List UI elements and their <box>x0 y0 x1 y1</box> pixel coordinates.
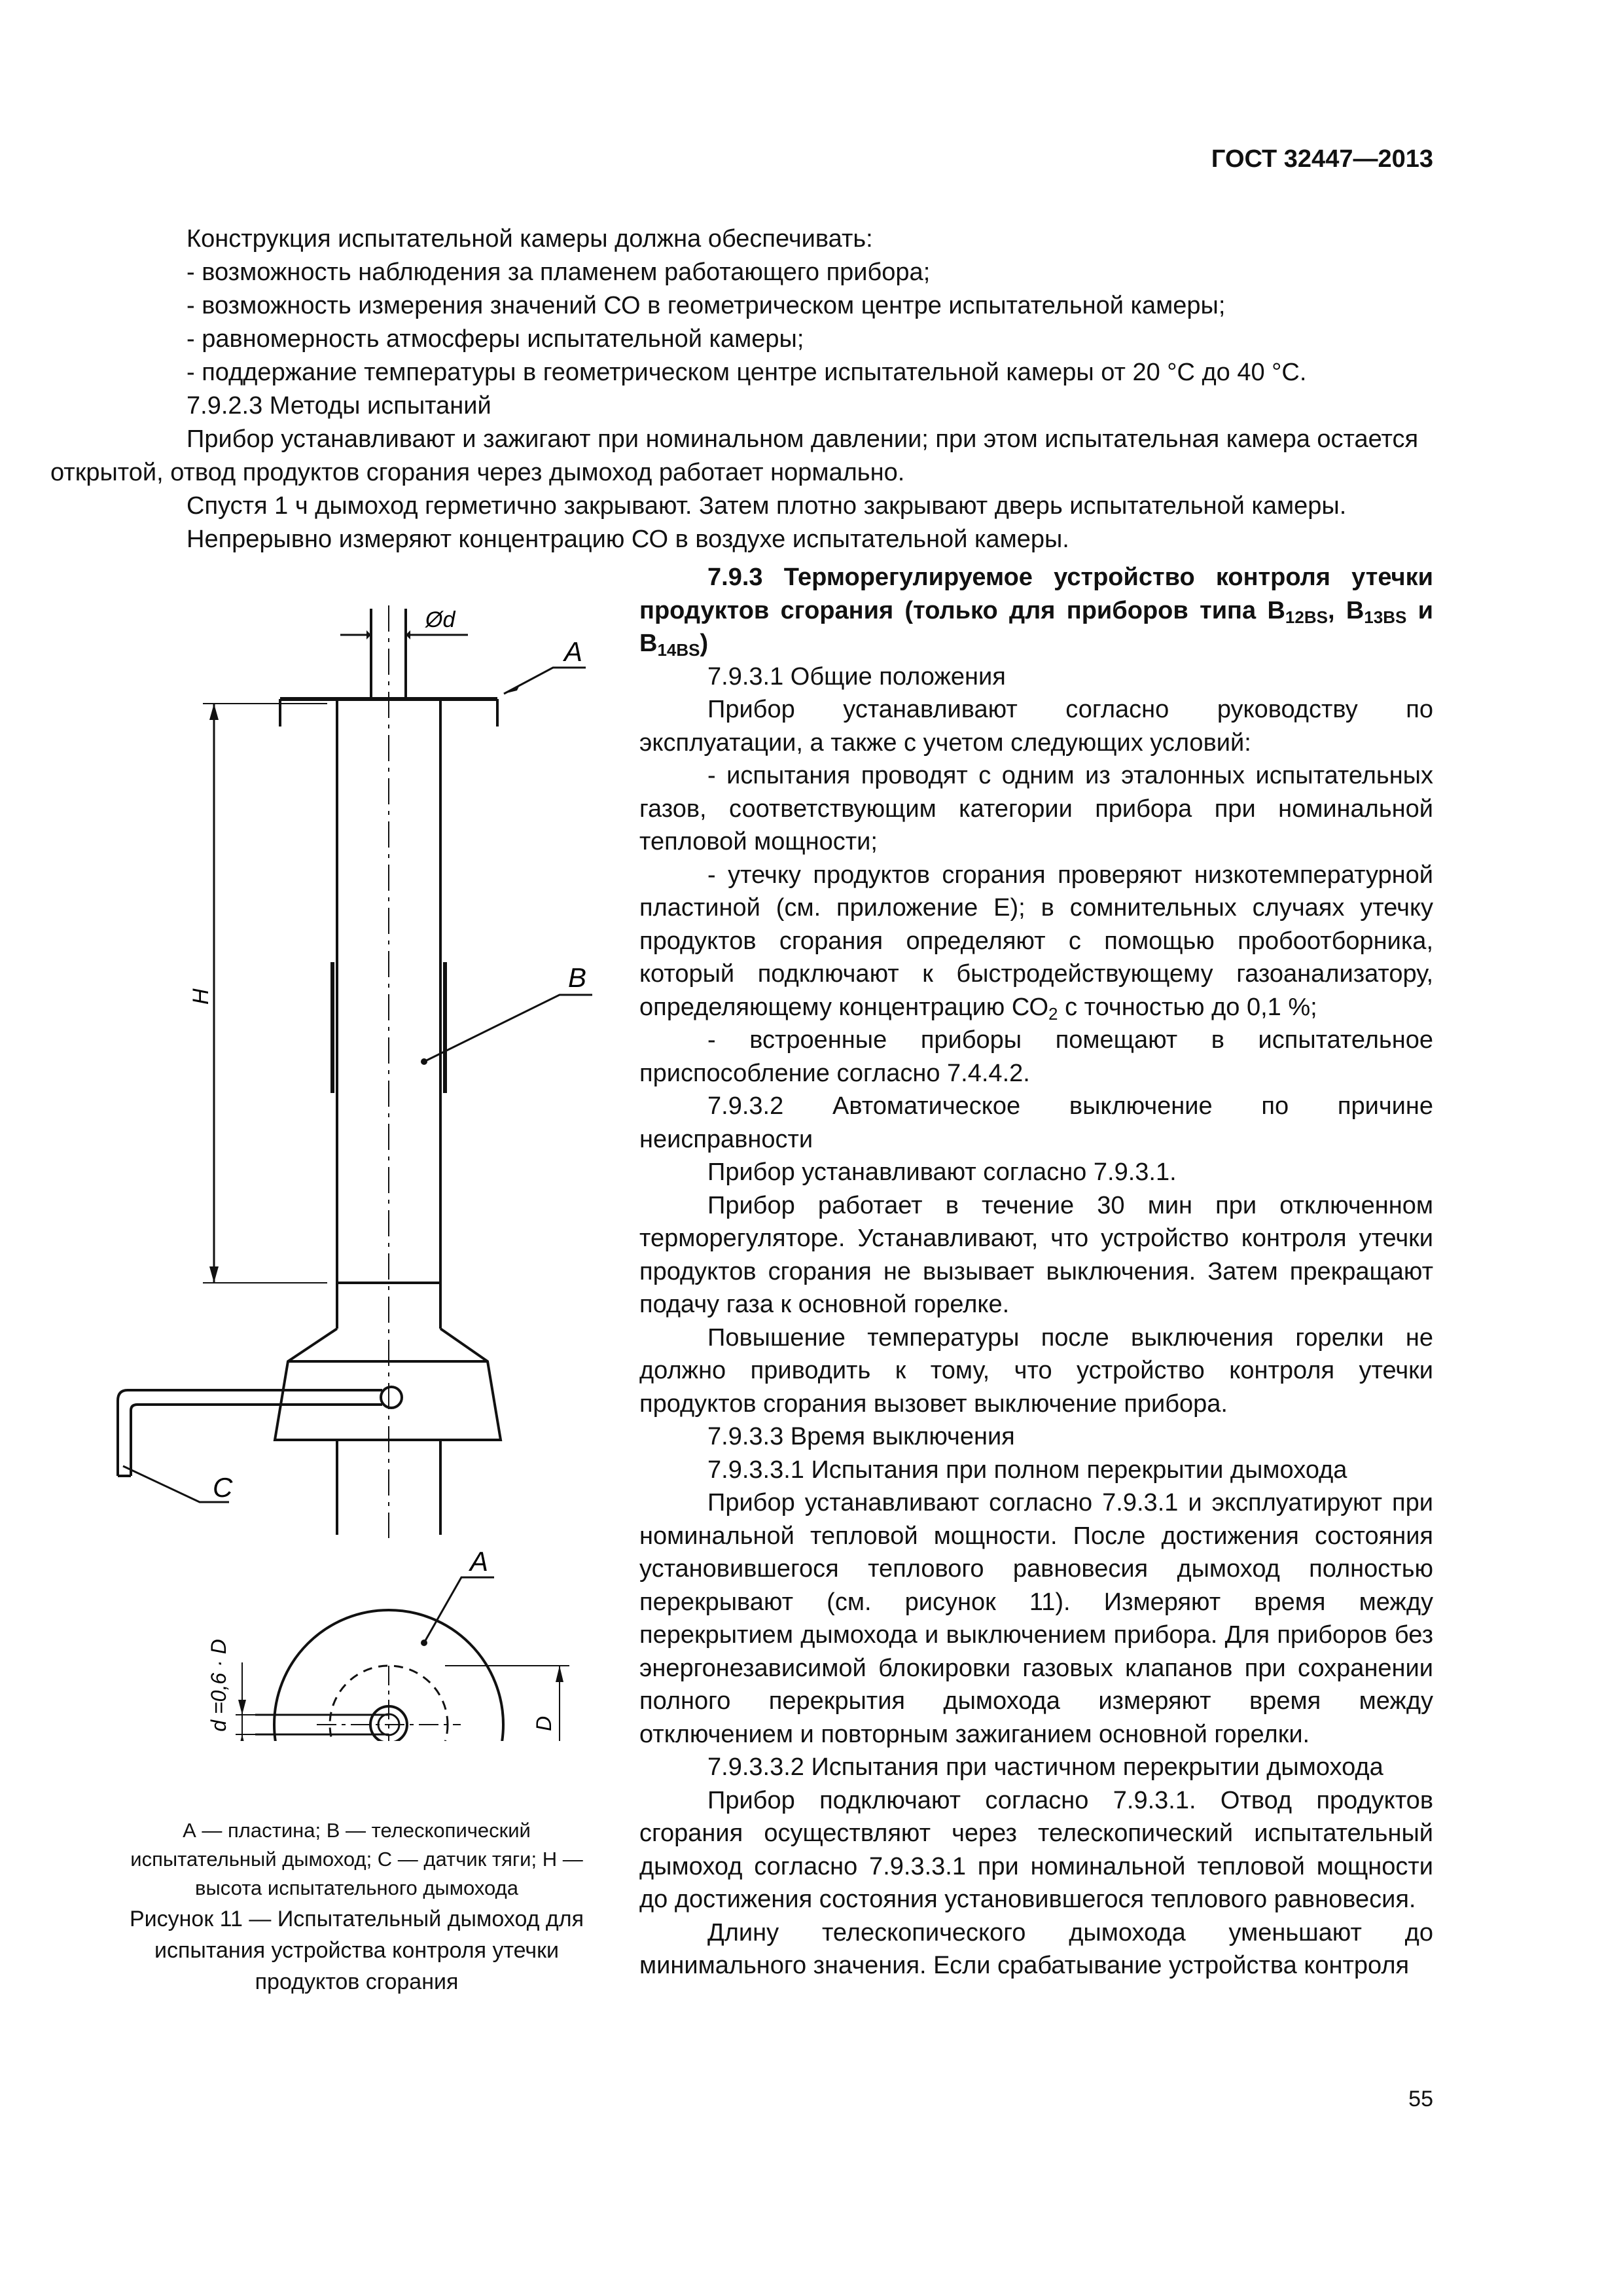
figure-legend: А — пластина; В — телескопический испытательный дымоход; С — датчик тяги; Н — высота испытательного дымохода <box>130 1819 583 1899</box>
intro-item: - равномерность атмосферы испытательной камеры; <box>187 325 804 353</box>
subsection-title: 7.9.3.2 Автоматическое выключение по причине неисправности <box>639 1092 1433 1153</box>
paragraph: Прибор устанавливают согласно 7.9.3.1. <box>707 1158 1177 1186</box>
subsection-title: 7.9.3.3 Время выключения <box>707 1423 1015 1450</box>
paragraph: Непрерывно измеряют концентрацию СО в воздухе испытательной камеры. <box>187 526 1069 553</box>
figure-caption: Рисунок 11 — Испытательный дымоход для испытания устройства контроля утечки продуктов сгорания <box>129 1907 584 1994</box>
intro-item: - возможность наблюдения за пламенем работающего прибора; <box>187 259 931 286</box>
list-item: - утечку продуктов сгорания проверяют низкотемпературной пластиной (см. приложение Е); в сомнительных случаях утечку продуктов сгорания определяют с помощью пробоотборника, который подключают к быстродействующему газоанализатору, определяющему концентрацию $СО_2$ с точностью до 0,1 %; <box>639 861 1433 1024</box>
label-big-d: D <box>532 1715 556 1731</box>
paragraph: Прибор работает в течение 30 мин при отключенном терморегуляторе. Устанавливают, что устройство контроля утечки продуктов сгорания не вызывает выключения. Затем прекращают подачу газа к основной горелке. <box>639 1191 1433 1318</box>
intro-text <box>50 223 1433 556</box>
subsection-title: 7.9.3.3.2 Испытания при частичном перекрытии дымохода <box>707 1753 1383 1781</box>
intro-item: - поддержание температуры в геометрическом центре испытательной камеры от 20 °С до 40 °С. <box>187 359 1307 386</box>
paragraph: Прибор подключают согласно 7.9.3.1. Отвод продуктов сгорания осуществляют через телескопический испытательный дымоход согласно 7.9.3.3.1 при номинальной тепловой мощности до достижения состояния установившегося теплового равновесия. <box>639 1786 1433 1913</box>
label-c: C <box>213 1472 233 1503</box>
label-d-ratio: d =0,6 · D <box>207 1639 230 1732</box>
intro-line: Конструкция испытательной камеры должна обеспечивать: <box>187 225 873 253</box>
right-column <box>639 561 1433 1982</box>
label-a: A <box>564 636 583 667</box>
label-d-diameter: Ød <box>425 607 455 632</box>
paragraph: Прибор устанавливают и зажигают при номинальном давлении; при этом испытательная камера остается открытой, отвод продуктов сгорания через дымоход работает нормально. <box>50 425 1419 486</box>
paragraph: Длину телескопического дымохода уменьшают до минимального значения. Если срабатывание устройства контроля <box>639 1918 1433 1979</box>
paragraph: Прибор устанавливают согласно 7.9.3.1 и эксплуатируют при номинальной тепловой мощности. После достижения состояния установившегося теплового равновесия дымоход полностью перекрывают (см. рисунок 11). Измеряют время между перекрытием дымохода и выключением прибора. Для приборов без энергонезависимой блокировки газовых клапанов при сохранении полного перекрытия дымохода измеряют время между отключением и повторным зажиганием основной горелки. <box>639 1489 1433 1748</box>
paragraph: Прибор устанавливают согласно руководству по эксплуатации, а также с учетом следующих условий: <box>639 696 1433 757</box>
list-item: - испытания проводят с одним из эталонных испытательных газов, соответствующим категории прибора при номинальной тепловой мощности; <box>639 762 1433 855</box>
standard-header: ГОСТ 32447—2013 <box>1211 145 1433 173</box>
chimney-figure <box>111 589 602 1741</box>
paragraph: Повышение температуры после выключения горелки не должно приводить к тому, что устройство контроля утечки продуктов сгорания вызовет выключение прибора. <box>639 1323 1433 1418</box>
list-item: - встроенные приборы помещают в испытательное приспособление согласно 7.4.4.2. <box>639 1026 1433 1087</box>
section-title: 7.9.2.3 Методы испытаний <box>187 392 491 420</box>
paragraph: Спустя 1 ч дымоход герметично закрывают. Затем плотно закрывают дверь испытательной камеры. <box>187 492 1347 520</box>
page-number: 55 <box>1408 2087 1433 2111</box>
section-heading: 7.9.3 Терморегулируемое устройство контроля утечки продуктов сгорания (только для приборов типа $B_{12BS}$, $B_{13BS}$ и $B_{14BS}$) <box>639 564 1434 660</box>
intro-item: - возможность измерения значений СО в геометрическом центре испытательной камеры; <box>187 292 1226 319</box>
subsection-title: 7.9.3.1 Общие положения <box>707 662 1006 691</box>
subsection-title: 7.9.3.3.1 Испытания при полном перекрытии дымохода <box>707 1456 1347 1484</box>
label-h: H <box>188 988 213 1005</box>
label-a-bottom: A <box>470 1546 489 1577</box>
label-b: B <box>568 962 587 993</box>
